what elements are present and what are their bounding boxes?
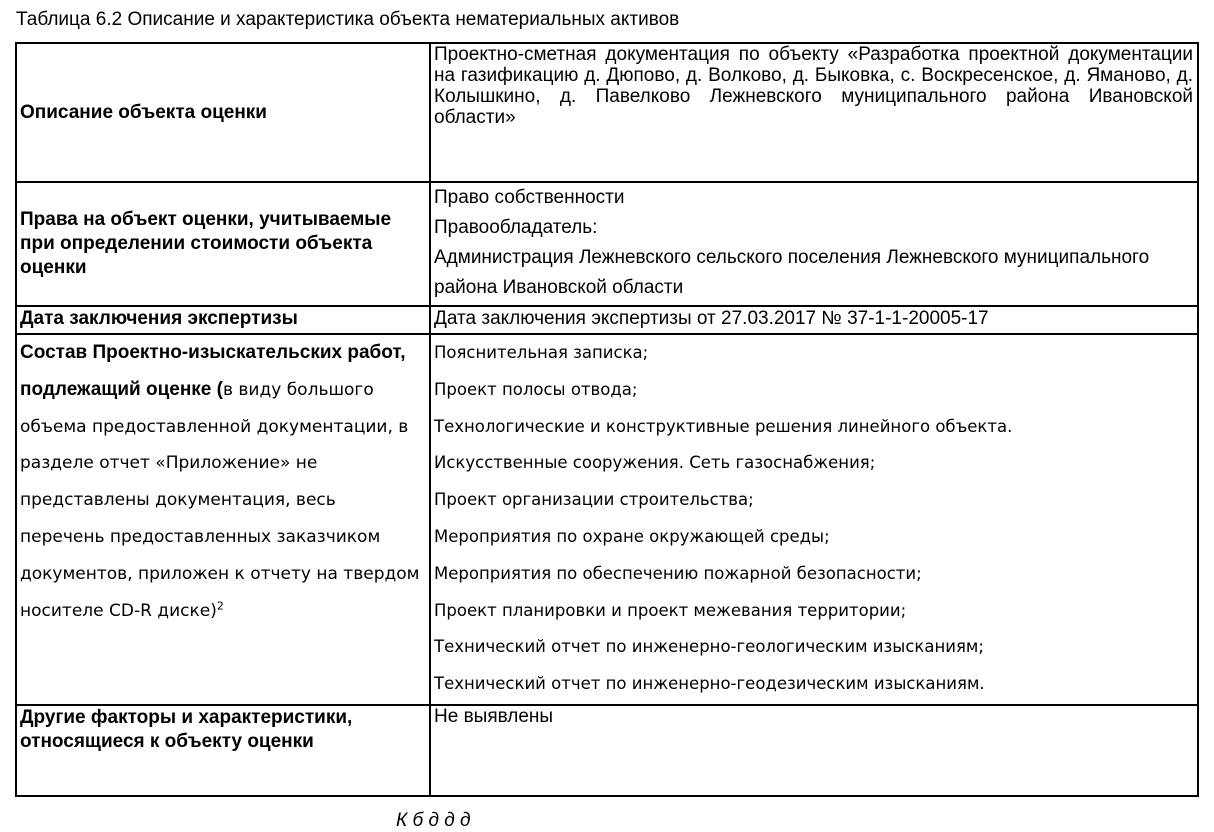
table-row — [16, 43, 1198, 182]
row-value-works-list — [430, 334, 1198, 705]
row-label-rights: Права на объект оценки, учитываемые при определении стоимости объекта оценки — [16, 182, 430, 306]
list-item: Технический отчет по инженерно-геодезическим изысканиям. — [434, 674, 985, 694]
row-label-object-description: Описание объекта оценки — [16, 43, 430, 182]
row-label-works-composition — [16, 334, 430, 705]
row-label-other-factors: Другие факторы и характеристики, относящиеся к объекту оценки — [16, 705, 430, 796]
rights-holder-label: Правообладатель: — [434, 217, 598, 238]
list-item: Проект полосы отвода; — [434, 379, 638, 399]
table-row — [16, 306, 1198, 334]
list-item: Мероприятия по охране окружающей среды; — [434, 526, 830, 546]
row-value-other-factors: Не выявлены — [430, 705, 1198, 796]
works-label-bold: Состав Проектно-изыскательских работ, подлежащий оценке ( — [20, 342, 406, 400]
table-row — [16, 334, 1198, 705]
list-item: Проект организации строительства; — [434, 490, 754, 510]
list-item: Технический отчет по инженерно-геологическим изысканиям; — [434, 637, 984, 657]
cut-off-text-fragment: К б д д д — [396, 810, 471, 831]
rights-holder-name: Администрация Лежневского сельского поселения Лежневского муниципального района Ивановской области — [434, 247, 1150, 298]
list-item: Проект планировки и проект межевания территории; — [434, 600, 907, 620]
footnote-mark: 2 — [216, 598, 224, 612]
list-item: Мероприятия по обеспечению пожарной безопасности; — [434, 563, 922, 583]
works-label-note: в виду большого объема предоставленной документации, в разделе отчет «Приложение» не представлены документация, весь перечень предоставленных заказчиком документов, приложен к отчету на твердом носителе CD-R диске) — [20, 379, 420, 621]
table-row — [16, 705, 1198, 796]
asset-description-table — [15, 42, 1199, 797]
list-item: Пояснительная записка; — [434, 343, 649, 362]
list-item: Искусственные сооружения. Сеть газоснабжения; — [434, 453, 876, 473]
table-caption: Таблица 6.2 Описание и характеристика объекта нематериальных активов — [16, 9, 680, 30]
list-item: Технологические и конструктивные решения линейного объекта. — [434, 416, 1013, 436]
table-row — [16, 182, 1198, 306]
row-value-object-description: Проектно-сметная документация по объекту «Разработка проектной документации на газификацию д. Дюпово, д. Волково, д. Быковка, с. Воскресенское, д. Ямановo, д. Колышкино, д. Павелково Лежневского муниципального района Ивановской области» — [430, 43, 1198, 182]
row-label-expertise-date: Дата заключения экспертизы — [16, 306, 430, 334]
rights-type: Право собственности — [434, 187, 625, 208]
documents-list — [434, 335, 1193, 703]
row-value-expertise-date: Дата заключения экспертизы от 27.03.2017 № 37-1-1-20005-17 — [430, 306, 1198, 334]
row-value-rights — [430, 182, 1198, 306]
